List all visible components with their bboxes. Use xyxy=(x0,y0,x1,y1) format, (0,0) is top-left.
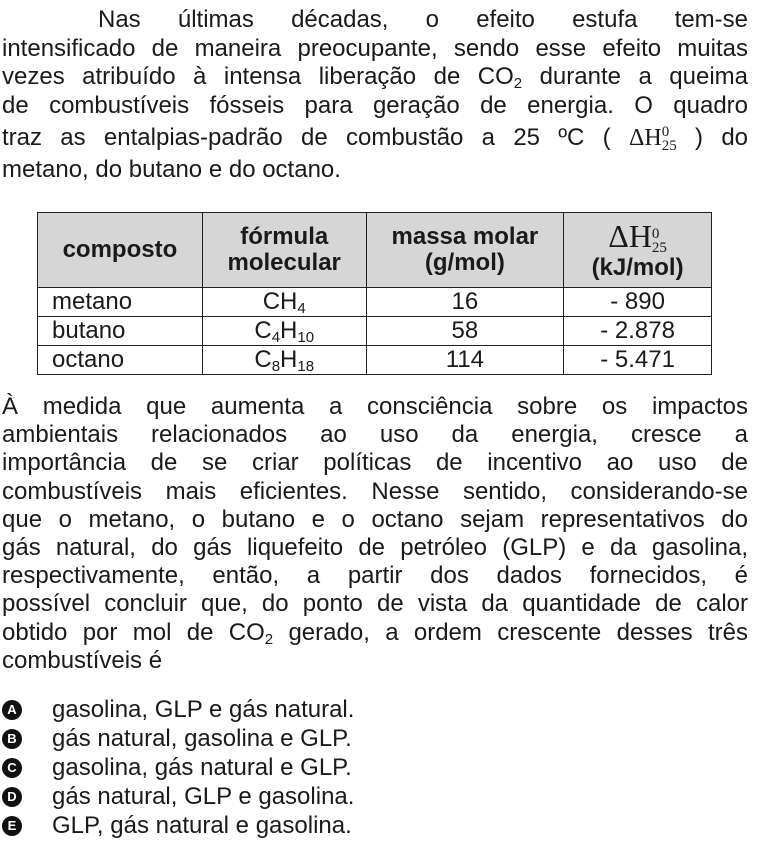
cell-delta-h: - 5.471 xyxy=(564,345,712,374)
header-delta-h-unit: (kJ/mol) xyxy=(591,253,684,281)
cell-composto: butano xyxy=(38,316,203,345)
formula-subscript: 4 xyxy=(271,328,281,346)
table-row xyxy=(38,316,712,345)
intro-line-5 xyxy=(2,120,748,156)
header-delta-h xyxy=(564,213,712,288)
intro-line-3-text-a: vezes atribuído à intensa liberação de CO xyxy=(2,63,514,91)
formula-subscript: 10 xyxy=(297,328,315,346)
cell-massa: 16 xyxy=(366,287,564,316)
header-formula-line-1: fórmula xyxy=(240,222,329,250)
option-c[interactable] xyxy=(2,753,742,782)
intro-line-5-text-a: traz as entalpias-padrão de combustão a 25 ºC ( xyxy=(2,124,611,152)
intro-line-3 xyxy=(2,63,748,92)
option-letter-badge: B xyxy=(2,729,22,749)
option-letter-badge: A xyxy=(2,700,22,720)
option-text: gás natural, gasolina e GLP. xyxy=(52,724,352,752)
intro-line-2: intensificado de maneira preocupante, sendo esse efeito muitas xyxy=(2,34,748,62)
header-formula xyxy=(202,213,366,288)
delta-h-sub: 25 xyxy=(661,138,677,155)
table-row xyxy=(38,345,712,374)
delta-h-indices xyxy=(662,125,677,153)
intro-line-4: de combustíveis fósseis para geração de energia. O quadro xyxy=(2,91,748,119)
body-line-9-text-b: gerado, a ordem crescente desses três xyxy=(273,618,748,646)
intro-line-3-text-b: durante a queima xyxy=(522,63,748,91)
header-delta-h-symbol: ΔH xyxy=(608,218,652,254)
cell-massa: 58 xyxy=(366,316,564,345)
option-d[interactable] xyxy=(2,782,742,811)
cell-formula xyxy=(202,345,366,374)
delta-h-sup: 0 xyxy=(661,124,670,141)
co2-subscript: 2 xyxy=(264,630,274,648)
option-letter-badge: D xyxy=(2,787,22,807)
option-letter-badge: C xyxy=(2,758,22,778)
question-paragraph xyxy=(2,393,748,675)
intro-paragraph xyxy=(2,6,748,185)
header-delta-h-indices xyxy=(652,227,667,255)
formula-part: C xyxy=(254,345,272,373)
header-delta-h-symbol-group xyxy=(568,219,707,255)
body-line-9 xyxy=(2,619,748,647)
option-e[interactable] xyxy=(2,811,742,840)
formula-subscript: 4 xyxy=(297,299,306,317)
intro-line-1: Nas últimas décadas, o efeito estufa tem-se xyxy=(98,6,748,33)
body-line-6: gás natural, do gás liquefeito de petróleo (GLP) e da gasolina, xyxy=(2,533,748,561)
formula-subscript: 18 xyxy=(297,357,315,375)
formula-part: H xyxy=(280,316,298,344)
answer-options xyxy=(2,695,742,840)
header-composto xyxy=(38,213,203,288)
header-formula-line-2: molecular xyxy=(227,248,341,276)
body-line-7: respectivamente, então, a partir dos dados fornecidos, é xyxy=(2,562,748,590)
option-b[interactable] xyxy=(2,724,742,753)
cell-formula xyxy=(202,287,366,316)
cell-composto: metano xyxy=(38,287,203,316)
option-text: gasolina, gás natural e GLP. xyxy=(52,753,352,781)
header-composto-label: composto xyxy=(62,235,178,263)
intro-line-6: metano, do butano e do octano. xyxy=(2,156,341,184)
header-massa-line-1: massa molar xyxy=(391,222,539,250)
intro-line-5-text-b: ) do xyxy=(695,124,749,152)
body-line-3: importância de se criar políticas de incentivo ao uso de xyxy=(2,449,748,477)
body-line-5: que o metano, o butano e o octano sejam representativos do xyxy=(2,505,748,533)
body-line-4: combustíveis mais eficientes. Nesse sentido, considerando-se xyxy=(2,477,748,505)
cell-massa: 114 xyxy=(366,345,564,374)
option-letter-badge: E xyxy=(2,816,22,836)
header-delta-h-sub: 25 xyxy=(651,239,667,256)
option-text: gasolina, GLP e gás natural. xyxy=(52,695,355,723)
cell-composto: octano xyxy=(38,345,203,374)
body-line-10: combustíveis é xyxy=(2,646,163,674)
formula-part: H xyxy=(280,345,298,373)
body-line-1: À medida que aumenta a consciência sobre os impactos xyxy=(2,393,748,420)
formula-subscript: 8 xyxy=(271,357,281,375)
cell-formula xyxy=(202,316,366,345)
table-row xyxy=(38,287,712,316)
formula-part: C xyxy=(254,316,272,344)
co2-subscript: 2 xyxy=(513,75,523,93)
body-line-8: possível concluir que, do ponto de vista da quantidade de calor xyxy=(2,590,748,618)
delta-h-inline xyxy=(629,125,662,151)
header-massa-line-2: (g/mol) xyxy=(424,248,505,276)
cell-delta-h: - 890 xyxy=(564,287,712,316)
table-header-row xyxy=(38,213,712,288)
cell-delta-h: - 2.878 xyxy=(564,316,712,345)
header-massa-molar xyxy=(366,213,564,288)
option-text: GLP, gás natural e gasolina. xyxy=(52,811,352,839)
option-text: gás natural, GLP e gasolina. xyxy=(52,782,355,810)
delta-h-symbol: ΔH xyxy=(628,125,662,152)
body-line-2: ambientais relacionados ao uso da energia, cresce a xyxy=(2,421,748,449)
formula-part: CH xyxy=(262,287,298,315)
header-delta-h-sup: 0 xyxy=(651,225,660,242)
option-a[interactable] xyxy=(2,695,742,724)
body-line-9-text-a: obtido por mol de CO xyxy=(2,618,265,646)
enthalpy-table xyxy=(37,212,712,375)
